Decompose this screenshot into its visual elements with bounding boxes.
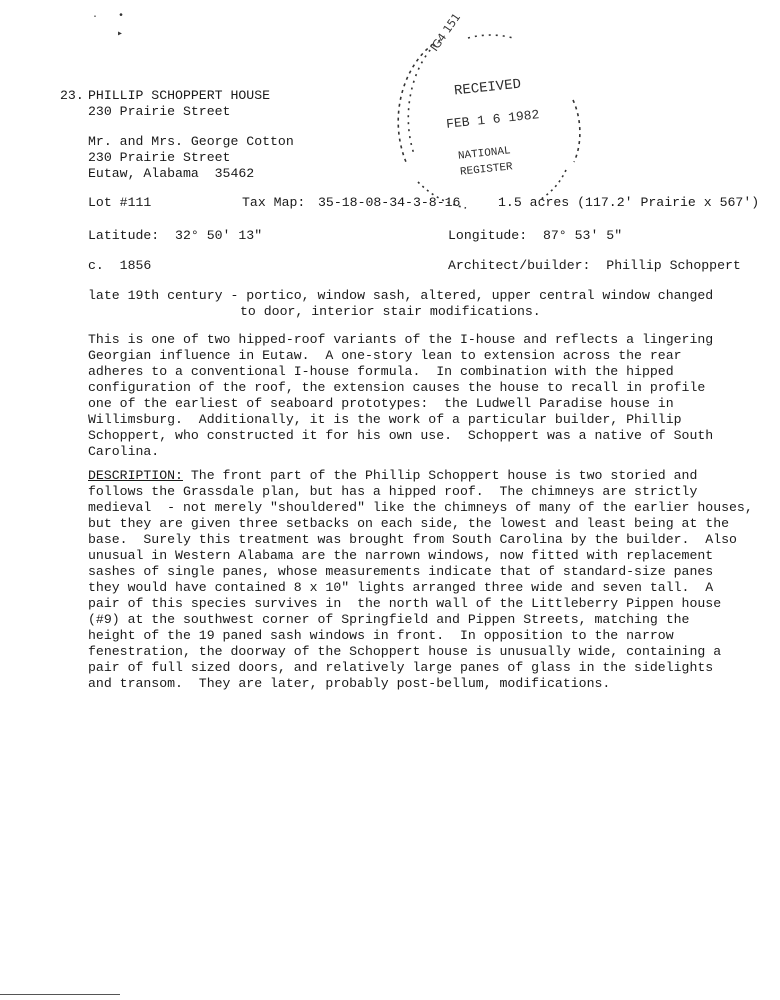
description-line: fenestration, the doorway of the Schoppert house is unusually wide, containing a [88, 644, 722, 659]
description-first-text: The front part of the Phillip Schoppert house is two storied and [182, 468, 698, 483]
significance-line: one of the earliest of seaboard prototypes: the Ludwell Paradise house in [88, 396, 674, 411]
description-line: pair of full sized doors, and relatively large panes of glass in the sidelights [88, 660, 714, 675]
significance-line: adheres to a conventional I-house formula. In combination with the hipped [88, 364, 674, 379]
significance-paragraph [88, 332, 738, 460]
significance-line: This is one of two hipped-roof variants of the I-house and reflects a lingering [88, 332, 714, 347]
significance-line: Willimsburg. Additionally, it is the work of a particular builder, Phillip [88, 412, 682, 427]
stamp-national: NATIONAL [457, 145, 512, 163]
description-paragraph [88, 468, 753, 692]
description-line: base. Surely this treatment was brought from South Carolina by the builder. Also [88, 532, 737, 547]
alterations-line-2: to door, interior stair modifications. [240, 304, 541, 319]
description-line: but they are given three setbacks on each side, the lowest and least being at the [88, 516, 730, 531]
tax-map-label: Tax Map: [242, 195, 306, 210]
house-name: PHILLIP SCHOPPERT HOUSE [88, 88, 271, 103]
received-stamp [378, 10, 588, 222]
description-line: (#9) at the southwest corner of Springfield and Pippen Streets, matching the [88, 612, 690, 627]
lot-number: Lot #111 [88, 195, 152, 210]
longitude: Longitude: 87° 53' 5" [448, 228, 623, 243]
scan-speck: · [92, 12, 99, 23]
stamp-received: RECEIVED [453, 76, 522, 100]
tax-map-value: 35-18-08-34-3-8-16 [318, 195, 461, 210]
architect-builder: Architect/builder: Phillip Schoppert [448, 258, 741, 273]
significance-line: Schoppert, who constructed it for his own use. Schoppert was a native of South [88, 428, 714, 443]
description-heading: DESCRIPTION: [88, 468, 183, 483]
svg-text:IG4 151: IG4 151 [427, 10, 464, 54]
description-first-line [88, 468, 738, 484]
description-line: follows the Grassdale plan, but has a hipped roof. The chimneys are strictly [88, 484, 698, 499]
significance-line: Carolina. [88, 444, 160, 459]
house-address: 230 Prairie Street [88, 104, 231, 119]
alterations-line-1: late 19th century - portico, window sash, altered, upper central window changed [88, 288, 714, 303]
page-bottom-rule [0, 994, 120, 995]
description-line: height of the 19 paned sash windows in front. In opposition to the narrow [88, 628, 674, 643]
description-line: and transom. They are later, probably post-bellum, modifications. [88, 676, 611, 691]
description-line: pair of this species survives in the north wall of the Littleberry Pippen house [88, 596, 722, 611]
significance-line: configuration of the roof, the extension causes the house to recall in profile [88, 380, 706, 395]
scan-speck: ▸ [117, 29, 124, 40]
acreage: 1.5 acres (117.2' Prairie x 567') [498, 195, 760, 210]
description-line: sashes of single panes, whose measurements indicate that of standard-size panes [88, 564, 714, 579]
construction-date: c. 1856 [88, 258, 152, 273]
stamp-date: FEB 1 6 1982 [445, 107, 541, 132]
description-line: they would have contained 8 x 10" lights arranged three wide and seven tall. A [88, 580, 714, 595]
owner-city: Eutaw, Alabama 35462 [88, 166, 255, 181]
latitude: Latitude: 32° 50' 13" [88, 228, 263, 243]
owner-street: 230 Prairie Street [88, 150, 231, 165]
entry-number: 23. [60, 88, 84, 103]
stamp-register: REGISTER [459, 161, 514, 179]
description-line: medieval - not merely "shouldered" like the chimneys of many of the earlier houses, [88, 500, 753, 515]
description-line: unusual in Western Alabama are the narrown windows, now fitted with replacement [88, 548, 714, 563]
significance-line: Georgian influence in Eutaw. A one-story lean to extension across the rear [88, 348, 682, 363]
scan-speck: • [118, 11, 125, 22]
owner-name: Mr. and Mrs. George Cotton [88, 134, 294, 149]
